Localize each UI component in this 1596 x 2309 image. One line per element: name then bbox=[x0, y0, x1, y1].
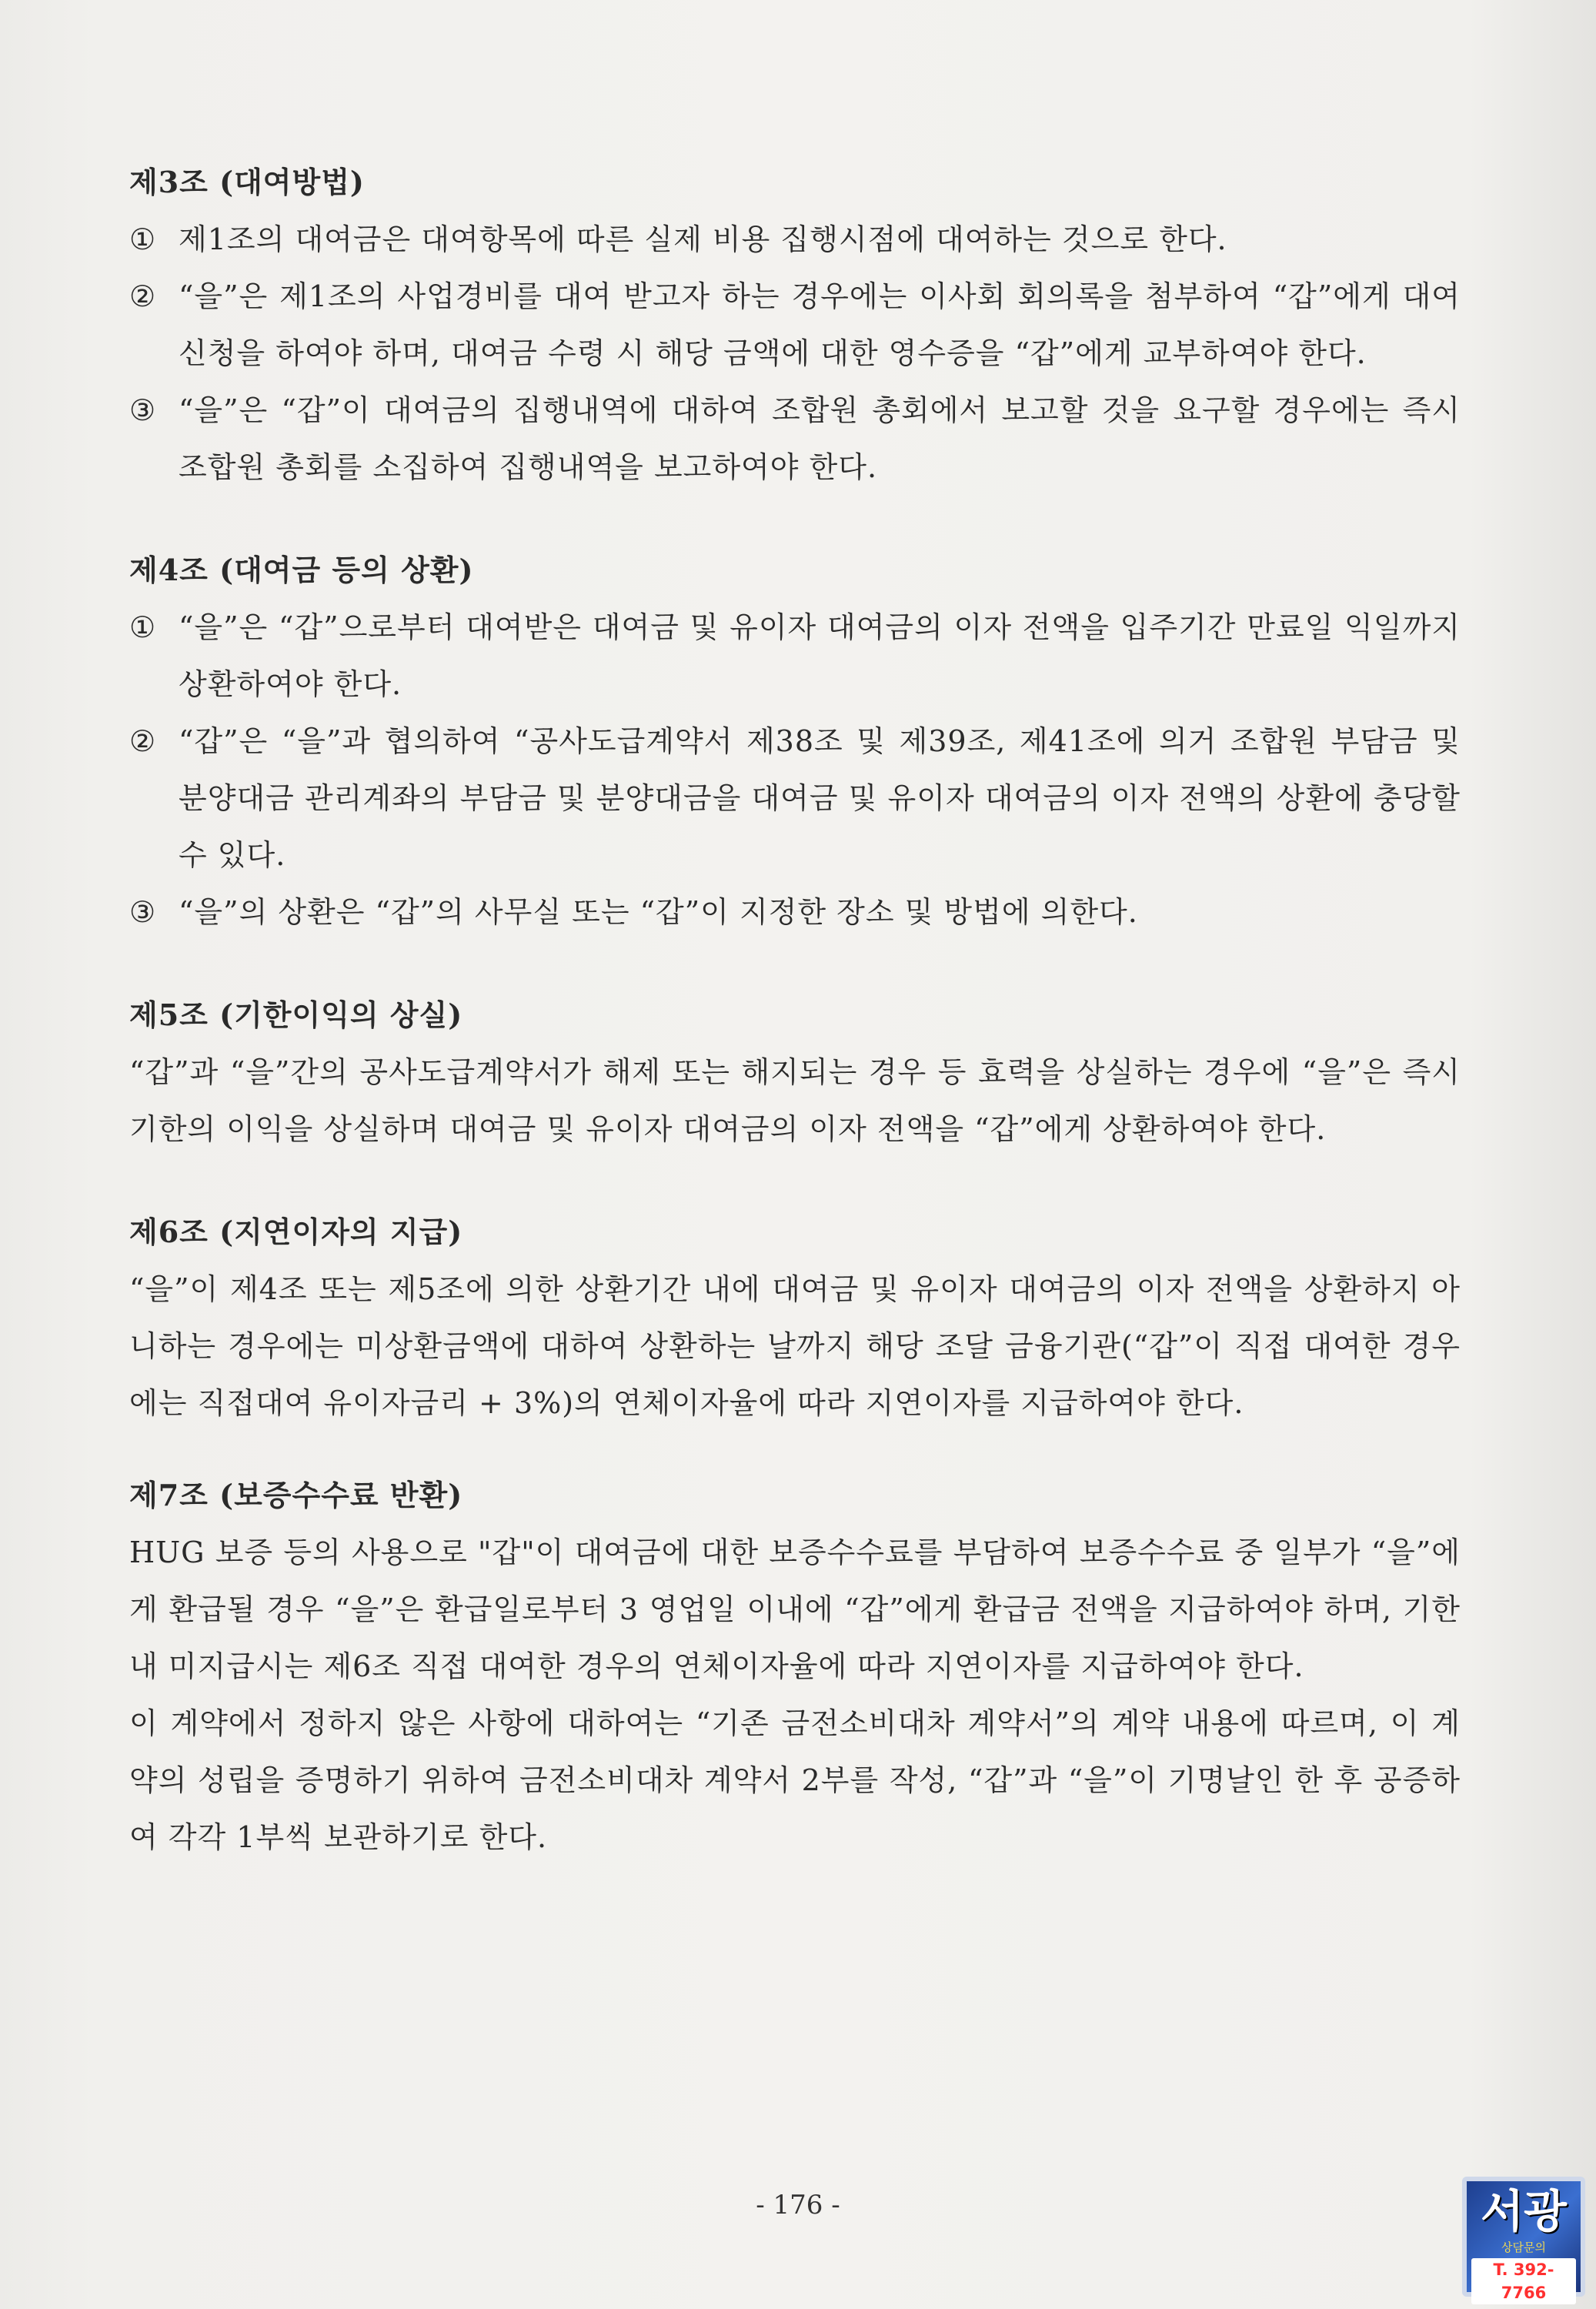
spacer bbox=[129, 1158, 1461, 1204]
article-5-heading: 제5조 (기한이익의 상실) bbox=[129, 997, 463, 1032]
article-6-heading: 제6조 (지연이자의 지급) bbox=[129, 1215, 463, 1249]
article-7 bbox=[129, 1467, 1461, 1866]
item-text: 제1조의 대여금은 대여항목에 따른 실제 비용 집행시점에 대여하는 것으로 한다. bbox=[179, 222, 1227, 256]
seogwang-logo bbox=[1462, 2177, 1585, 2302]
article-7-text: HUG 보증 등의 사용으로 "갑"이 대여금에 대한 보증수수료를 부담하여 보증수수료 중 일부가 “을”에게 환급될 경우 “을”은 환급일로부터 3 영업일 이내에 “갑”에게 환급금 전액을 지급하여야 하며, 기한내 미지급시는 제6조 직접 대여한 경우의 연체이자율에 따라 지연이자를 지급하여야 한다. bbox=[129, 1535, 1461, 1683]
item-text: “을”은 “갑”이 대여금의 집행내역에 대하여 조합원 총회에서 보고할 것을 요구할 경우에는 즉시 조합원 총회를 소집하여 집행내역을 보고하여야 한다. bbox=[179, 393, 1461, 484]
article-6-text: “을”이 제4조 또는 제5조에 의한 상환기간 내에 대여금 및 유이자 대여금의 이자 전액을 상환하지 아니하는 경우에는 미상환금액에 대하여 상환하는 날까지 해당 조달 금융기관(“갑”이 직접 대여한 경우에는 직접대여 유이자금리 + 3%)의 연체이자율에 따라 지연이자를 지급하여야 한다. bbox=[129, 1272, 1461, 1420]
article-7-heading: 제7조 (보증수수료 반환) bbox=[129, 1478, 463, 1512]
page-number: - 176 - bbox=[756, 2190, 840, 2220]
article-4 bbox=[129, 542, 1461, 941]
spacer bbox=[129, 496, 1461, 542]
article-3-item-1 bbox=[129, 211, 1461, 268]
article-6 bbox=[129, 1204, 1461, 1432]
article-5-text: “갑”과 “을”간의 공사도급계약서가 해제 또는 해지되는 경우 등 효력을 상실하는 경우에 “을”은 즉시 기한의 이익을 상실하며 대여금 및 유이자 대여금의 이자 전액을 “갑”에게 상환하여야 한다. bbox=[129, 1055, 1461, 1146]
item-number: ③ bbox=[129, 393, 157, 427]
logo-title: 서광 bbox=[1480, 2185, 1568, 2237]
spacer bbox=[129, 1432, 1461, 1467]
item-text: “을”의 상환은 “갑”의 사무실 또는 “갑”이 지정한 장소 및 방법에 의한다. bbox=[179, 895, 1138, 929]
article-3 bbox=[129, 154, 1461, 496]
item-text: “을”은 제1조의 사업경비를 대여 받고자 하는 경우에는 이사회 회의록을 첨부하여 “갑”에게 대여 신청을 하여야 하며, 대여금 수령 시 해당 금액에 대한 영수증을 “갑”에게 교부하여야 한다. bbox=[179, 279, 1461, 370]
item-number: ② bbox=[129, 279, 157, 313]
article-4-heading: 제4조 (대여금 등의 상환) bbox=[129, 553, 474, 587]
item-number: ① bbox=[129, 222, 157, 256]
item-number: ③ bbox=[129, 895, 157, 929]
article-3-item-2 bbox=[129, 268, 1461, 382]
item-number: ① bbox=[129, 610, 157, 644]
article-3-heading: 제3조 (대여방법) bbox=[129, 165, 365, 199]
article-4-item-1 bbox=[129, 599, 1461, 713]
item-text: “갑”은 “을”과 협의하여 “공사도급계약서 제38조 및 제39조, 제41조에 의거 조합원 부담금 및 분양대금 관리계좌의 부담금 및 분양대금을 대여금 및 유이자 대여금의 이자 전액의 상환에 충당할 수 있다. bbox=[179, 724, 1461, 872]
article-4-item-3 bbox=[129, 884, 1461, 941]
contract-body bbox=[129, 154, 1461, 1866]
logo-phone: T. 392-7766 bbox=[1471, 2258, 1576, 2304]
article-5 bbox=[129, 987, 1461, 1158]
article-3-item-3 bbox=[129, 382, 1461, 496]
closing-text: 이 계약에서 정하지 않은 사항에 대하여는 “기존 금전소비대차 계약서”의 계약 내용에 따르며, 이 계약의 성립을 증명하기 위하여 금전소비대차 계약서 2부를 작성, “갑”과 “을”이 기명날인 한 후 공증하여 각각 1부씩 보관하기로 한다. bbox=[129, 1706, 1461, 1854]
spacer bbox=[129, 941, 1461, 987]
article-4-item-2 bbox=[129, 713, 1461, 884]
item-number: ② bbox=[129, 724, 157, 758]
logo-subtitle: 상담문의 bbox=[1501, 2240, 1546, 2254]
item-text: “을”은 “갑”으로부터 대여받은 대여금 및 유이자 대여금의 이자 전액을 입주기간 만료일 익일까지 상환하여야 한다. bbox=[179, 610, 1461, 701]
